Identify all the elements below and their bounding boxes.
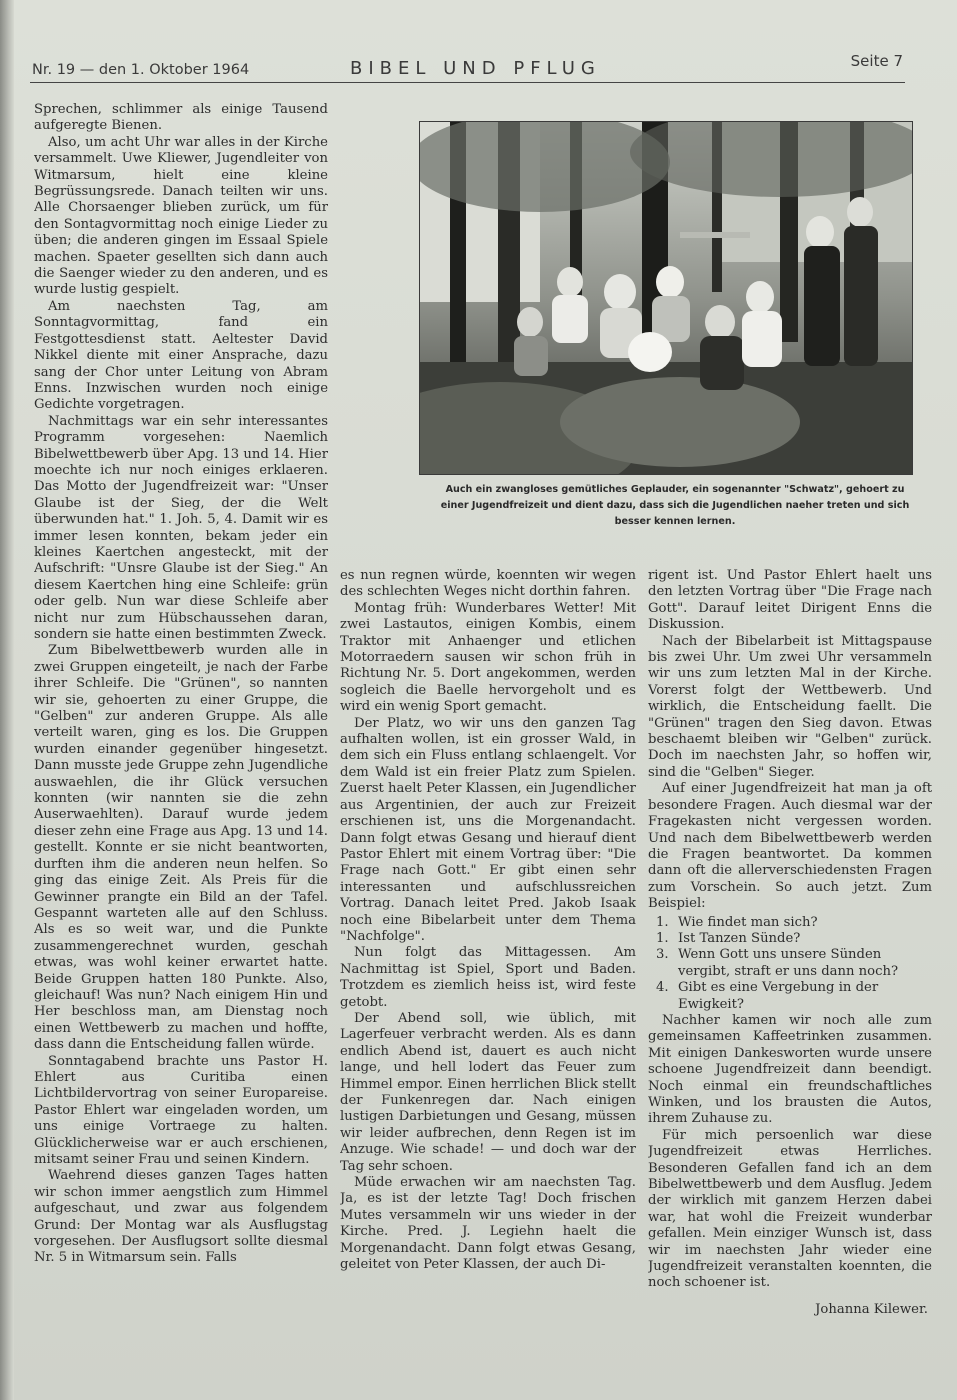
author-signature: Johanna Kilewer. xyxy=(815,1301,928,1317)
question-list xyxy=(648,915,932,1013)
paragraph: Waehrend dieses ganzen Tages hatten wir schon immer aengstlich zum Himmel aufgeschaut, und zwar aus folgendem Grund: Der Montag war als Ausflugstag vorgesehen. Der Ausflugsort sollte diesmal Nr. 5 in Witmarsum sein. Falls xyxy=(34,1168,328,1266)
paragraph: Nun folgt das Mittagessen. Am Nachmittag ist Spiel, Sport und Baden. Trotzdem es ziemlich heiss ist, wird feste getobt. xyxy=(340,945,636,1010)
paragraph: Am naechsten Tag, am Sonntagvormittag, fand ein Festgottesdienst statt. Aeltester David Nikkel diente mit einer Ansprache, dazu sang der Chor unter Leitung von Abram Enns. Inzwischen wurden noch einige Gedichte vorgetragen. xyxy=(34,298,328,413)
paragraph: Auf einer Jugendfreizeit hat man ja oft besondere Fragen. Auch diesmal war der Fragekasten nicht vergessen worden. Und nach dem Bibelwettbewerb werden die Fragen beantwortet. Da kommen dann oft die allerverschiedensten Fragen zum Vorschein. So auch jetzt. Zum Beispiel: xyxy=(648,781,932,912)
question-text: Wenn Gott uns unsere Sünden vergibt, straft er uns dann noch? xyxy=(678,947,899,979)
article-column-2 xyxy=(340,568,636,1358)
photo-caption: Auch ein zwangloses gemütliches Geplauder, ein sogenannter "Schwatz", gehoert zu einer Jugendfreizeit und dient dazu, dass sich die Jugendlichen naeher treten und sich besser kennen lernen. xyxy=(440,484,910,527)
question-item xyxy=(648,947,932,980)
question-number: 1. xyxy=(656,914,669,930)
paragraph: Müde erwachen wir am naechsten Tag. Ja, es ist der letzte Tag! Doch frischen Mutes versammeln wir uns wieder in der Kirche. Pred. J. Legiehn haelt die Morgenandacht. Dann folgt etwas Gesang, geleitet von Peter Klassen, der auch Di- xyxy=(340,1175,636,1273)
question-number: 4. xyxy=(656,980,669,996)
paragraph: Zum Bibelwettbewerb wurden alle in zwei Gruppen eingeteilt, je nach der Farbe ihrer Schleife. Die "Grünen", so nannten wir sie, gehoerten zu einer Gruppe, die "Gelben" zur anderen Gruppe. Als alle verteilt waren, ging es los. Die Gruppen wurden einander gegenüber hingesetzt. Dann musste jede Gruppe zehn Jugendliche auswaehlen, die ihr Glück versuchen konnten (wir nannten sie die zehn Auserwaehlten). Darauf wurde jedem dieser zehn eine Frage aus Apg. 13 und 14. gestellt. Konnte er sie nicht beantworten, durften ihm die anderen neun helfen. So ging das einige Zeit. Als Preis für die Gewinner prangte ein Bild an der Tafel. Gespannt warteten alle auf den Schluss. Als es so weit war, und die Punkte zusammengerechnet wurden, geschah etwas, was wohl keiner erwartet hatte. Beide Gruppen hatten 180 Punkte. Also, gleichauf! Was nun? Nach einigem Hin und Her beschloss man, am Dienstag noch einen Wettbewerb zu machen und hoffte, dass dann die Entscheidung fallen würde. xyxy=(34,643,328,1053)
question-number: 3. xyxy=(656,947,669,963)
question-text: Gibt es eine Vergebung in der Ewigkeit? xyxy=(678,980,879,1012)
page-number: Seite 7 xyxy=(850,52,903,70)
paragraph: Nach der Bibelarbeit ist Mittagspause bis zwei Uhr. Um zwei Uhr versammeln wir uns zum letzten Mal in der Kirche. Vorerst folgt der Wettbewerb. Und wirklich, die Entscheidung faellt. Die "Grünen" tragen den Sieg davon. Etwas beschaemt bleiben wir "Gelben" zurück. Doch im naechsten Jahr, so hoffen wir, sind die "Gelben" Sieger. xyxy=(648,633,932,780)
paragraph: Nachher kamen wir noch alle zum gemeinsamen Kaffeetrinken zusammen. Mit einigen Dankesworten wurde unsere schoene Jugendfreizeit dann beendigt. Noch einmal ein freundschaftliches Winken, und los brausten die Autos, ihrem Zuhause zu. xyxy=(648,1012,932,1127)
paragraph: es nun regnen würde, koennten wir wegen des schlechten Weges nicht dorthin fahren. xyxy=(340,568,636,600)
paragraph: Montag früh: Wunderbares Wetter! Mit zwei Lastautos, einigen Kombis, einem Traktor mit Anhaenger und etlichen Motorraedern sausen wir schon früh in Richtung Nr. 5. Dort angekommen, werden sogleich die Baelle hervorgeholt und es wird ein wenig Sport gemacht. xyxy=(340,600,636,715)
paragraph: Für mich persoenlich war diese Jugendfreizeit etwas Herrliches. Besonderen Gefallen fand ich an dem Bibelwettbewerb und dem Ausflug. Jedem der wirklich mit ganzem Herzen dabei war, hat wohl die Freizeit wunderbar gefallen. Mein einziger Wunsch ist, dass wir im naechsten Jahr wieder eine Jugendfreizeit veranstalten koennten, die noch schoener ist. xyxy=(648,1127,932,1291)
question-item xyxy=(648,931,932,947)
article-column-3 xyxy=(648,568,932,1338)
article-column-1 xyxy=(34,102,328,1364)
paragraph: Nachmittags war ein sehr interessantes Programm vorgesehen: Naemlich Bibelwettbewerb über Apg. 13 und 14. Hier moechte ich nur noch einiges erklaeren. Das Motto der Jugendfreizeit war: "Unser Glaube ist der Sieg, der die Welt überwunden hat." 1. Joh. 5, 4. Damit wir es immer lesen konnten, bekam jeder ein kleines Kaertchen angesteckt, mit der Aufschrift: "Unsre Glaube ist der Sieg." An diesem Kaertchen hing eine Schleife: grün oder gelb. Nun war diese Schleife aber nicht nur zum Hübschaussehen daran, sondern sie hatte einen bestimmten Zweck. xyxy=(34,413,328,642)
question-number: 1. xyxy=(656,930,669,946)
page-binding-edge xyxy=(0,0,14,1400)
paragraph: Sonntagabend brachte uns Pastor H. Ehlert aus Curitiba einen Lichtbildervortrag von seiner Europareise. Pastor Ehlert war eingeladen worden, um uns einige Vortraege zu halten. Glücklicherweise war er auch erschienen, mitsamt seiner Frau und seinen Kindern. xyxy=(34,1053,328,1167)
question-item xyxy=(648,915,932,931)
paragraph: Sprechen, schlimmer als einige Tausend aufgeregte Bienen. xyxy=(34,102,328,134)
paragraph: Der Platz, wo wir uns den ganzen Tag aufhalten wollen, ist ein grosser Wald, in dem sich ein Fluss entlang schlaengelt. Vor dem Wald ist ein freier Platz zum Spielen. Zuerst haelt Peter Klassen, ein Jugendlicher aus Argentinien, der auch zur Freizeit erschienen ist, uns die Morgenandacht. Dann folgt etwas Gesang und hierauf dient Pastor Ehlert mit einem Vortrag über: "Die Frage nach Gott." Er gibt einen sehr interessanten und aufschlussreichen Vortrag. Danach leitet Pred. Jakob Isaak noch eine Bibelarbeit unter dem Thema "Nachfolge". xyxy=(340,715,636,944)
forest-gathering-photo xyxy=(420,122,912,474)
header-rule xyxy=(30,82,905,83)
question-text: Wie findet man sich? xyxy=(678,914,818,930)
publication-title: BIBEL UND PFLUG xyxy=(350,58,601,79)
paragraph: Der Abend soll, wie üblich, mit Lagerfeuer verbracht werden. Als es dann endlich Abend ist, dauert es auch nicht lange, und hell lodert das Feuer zum Himmel empor. Einen herrlichen Blick stellt der Funkenregen dar. Nach einigen lustigen Darbietungen und Gesang, müssen wir leider aufbrechen, denn Regen ist im Anzuge. Wie schade! — und doch war der Tag sehr schoen. xyxy=(340,1010,636,1174)
issue-date: Nr. 19 — den 1. Oktober 1964 xyxy=(32,62,250,78)
question-item xyxy=(648,980,932,1013)
paragraph: Also, um acht Uhr war alles in der Kirche versammelt. Uwe Kliewer, Jugendleiter von Witmarsum, hielt eine kleine Begrüssungsrede. Danach teilten wir uns. Alle Chorsaenger blieben zurück, um für den Sontagvormittag noch einige Lieder zu üben; die anderen gingen im Essaal Spiele machen. Spaeter gesellten sich dann auch die Saenger wieder zu den anderen, und es wurde lustig gespielt. xyxy=(34,134,328,298)
question-text: Ist Tanzen Sünde? xyxy=(678,930,801,946)
group-photo xyxy=(420,122,912,474)
page-header xyxy=(30,52,905,84)
paragraph: rigent ist. Und Pastor Ehlert haelt uns den letzten Vortrag über "Die Frage nach Gott". Darauf leitet Dirigent Enns die Diskussion. xyxy=(648,568,932,633)
